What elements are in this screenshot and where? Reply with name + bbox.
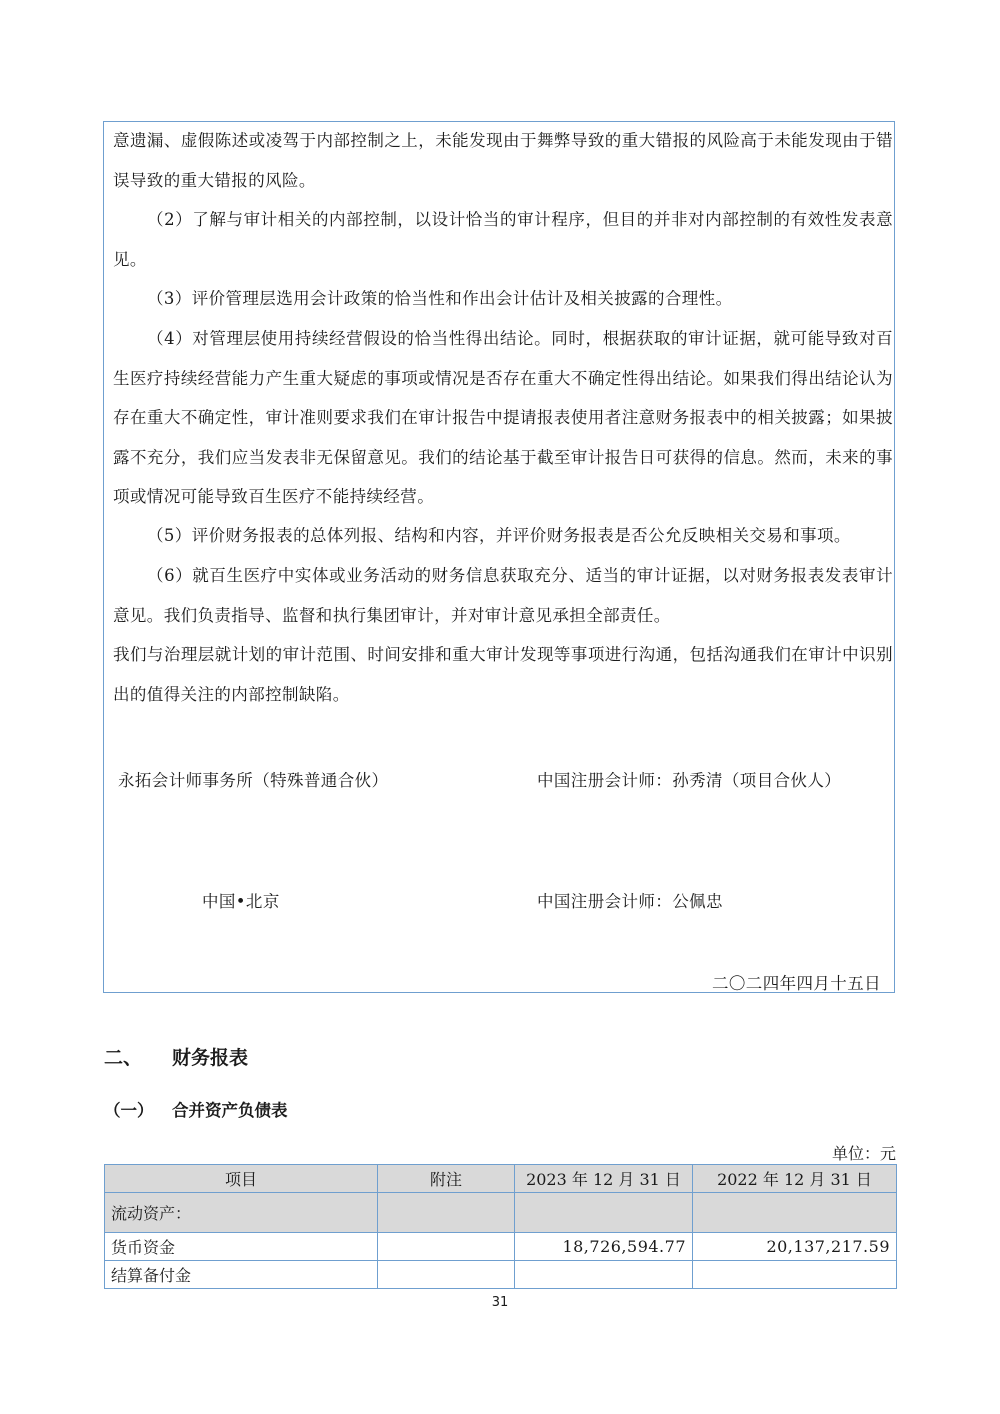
row-value-2023: 18,726,594.77	[515, 1233, 693, 1261]
row-value-2023	[515, 1193, 693, 1233]
report-paragraph-1: 意遗漏、虚假陈述或凌驾于内部控制之上，未能发现由于舞弊导致的重大错报的风险高于未能发现由于错误导致的重大错报的风险。	[113, 131, 893, 190]
firm-name: 永拓会计师事务所（特殊普通合伙）	[118, 771, 389, 790]
subsection-number: （一）	[104, 1101, 154, 1120]
report-paragraph-4: （4）对管理层使用持续经营假设的恰当性得出结论。同时，根据获取的审计证据，就可能导致对百生医疗持续经营能力产生重大疑虑的事项或情况是否存在重大不确定性得出结论。如果我们得出结论认为存在重大不确定性，审计准则要求我们在审计报告中提请报表使用者注意财务报表中的相关披露；如果披露不充分，我们应当发表非无保留意见。我们的结论基于截至审计报告日可获得的信息。然而，未来的事项或情况可能导致百生医疗不能持续经营。	[113, 329, 893, 506]
section-number: 二、	[104, 1047, 143, 1069]
row-value-2023	[515, 1261, 693, 1289]
balance-sheet-table	[104, 1164, 897, 1289]
report-paragraph-2: （2）了解与审计相关的内部控制，以设计恰当的审计程序，但目的并非对内部控制的有效性发表意见。	[113, 210, 893, 269]
row-note	[378, 1261, 515, 1289]
report-paragraph-6: （6）就百生医疗中实体或业务活动的财务信息获取充分、适当的审计证据，以对财务报表发表审计意见。我们负责指导、监督和执行集团审计，并对审计意见承担全部责任。	[113, 566, 893, 625]
report-paragraph-3: （3）评价管理层选用会计政策的恰当性和作出会计估计及相关披露的合理性。	[147, 289, 733, 308]
row-note	[378, 1193, 515, 1233]
table-header-row	[105, 1165, 897, 1193]
table-row	[105, 1233, 897, 1261]
unit-label: 单位：元	[831, 1144, 896, 1163]
table-row	[105, 1261, 897, 1289]
header-2023: 2023 年 12 月 31 日	[515, 1165, 693, 1193]
header-2022: 2022 年 12 月 31 日	[693, 1165, 897, 1193]
row-value-2022: 20,137,217.59	[693, 1233, 897, 1261]
report-paragraph-5: （5）评价财务报表的总体列报、结构和内容，并评价财务报表是否公允反映相关交易和事项。	[147, 526, 851, 545]
section-title: 财务报表	[172, 1047, 249, 1069]
subsection-title: 合并资产负债表	[172, 1101, 288, 1120]
header-note: 附注	[378, 1165, 515, 1193]
report-paragraph-7: 我们与治理层就计划的审计范围、时间安排和重大审计发现等事项进行沟通，包括沟通我们在审计中识别出的值得关注的内部控制缺陷。	[113, 645, 893, 704]
row-label: 结算备付金	[105, 1261, 378, 1289]
cpa-signature-2: 中国注册会计师：公佩忠	[537, 892, 723, 911]
page-number: 31	[491, 1295, 509, 1310]
row-label: 货币资金	[105, 1233, 378, 1261]
report-date: 二〇二四年四月十五日	[712, 974, 881, 993]
cpa-signature-1: 中国注册会计师：孙秀清（项目合伙人）	[537, 771, 842, 790]
row-value-2022	[693, 1193, 897, 1233]
table-row	[105, 1193, 897, 1233]
row-note	[378, 1233, 515, 1261]
row-label: 流动资产：	[105, 1193, 378, 1233]
row-value-2022	[693, 1261, 897, 1289]
firm-location: 中国•北京	[202, 892, 280, 911]
header-item: 项目	[105, 1165, 378, 1193]
